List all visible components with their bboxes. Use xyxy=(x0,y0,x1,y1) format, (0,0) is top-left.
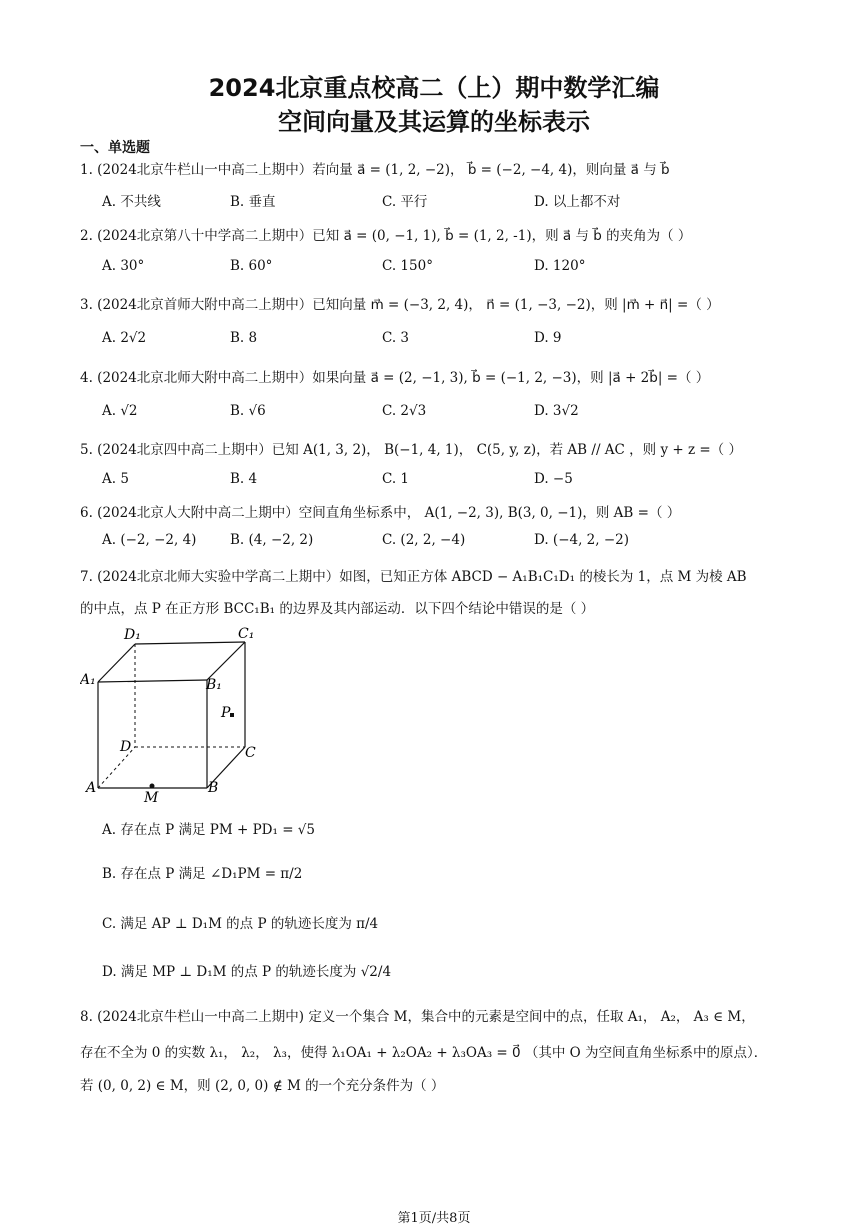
label-b: B xyxy=(208,780,219,796)
question-5-stem: 5. (2024北京四中高二上期中）已知 A(1, 3, 2)， B(−1, 4, 1)， C(5, y, z)，若 AB // AC ，则 y + z =（ ） xyxy=(80,442,742,458)
option-b: B. 60° xyxy=(230,258,273,274)
option-c: C. 2√3 xyxy=(382,403,427,419)
question-8-stem-line1: 8. (2024北京牛栏山一中高二上期中) 定义一个集合 M，集合中的元素是空间中的点，任取 A₁， A₂， A₃ ∈ M， xyxy=(80,1009,755,1025)
label-b1: B₁ xyxy=(206,677,222,693)
question-6-stem: 6. (2024北京人大附中高二上期中）空间直角坐标系中， A(1, −2, 3), B(3, 0, −1)，则 AB =（ ） xyxy=(80,505,681,521)
question-7-option-b: B. 存在点 P 满足 ∠D₁PM = π/2 xyxy=(102,866,303,882)
option-a: A. 不共线 xyxy=(102,194,161,210)
question-3-stem: 3. (2024北京首师大附中高二上期中）已知向量 m⃗ = (−3, 2, 4)， n⃗ = (1, −3, −2)，则 |m⃗ + n⃗| =（ ） xyxy=(80,297,720,313)
option-a: A. 5 xyxy=(102,471,129,487)
question-8-stem-line2: 存在不全为 0 的实数 λ₁， λ₂， λ₃，使得 λ₁OA₁ + λ₂OA₂ + λ₃OA₃ = 0⃗ （其中 O 为空间直角坐标系中的原点）． xyxy=(80,1045,768,1061)
option-c: C. (2, 2, −4) xyxy=(382,532,466,548)
document-subtitle: 空间向量及其运算的坐标表示 xyxy=(278,108,590,136)
option-b: B. 4 xyxy=(230,471,258,487)
section-heading: 一、单选题 xyxy=(80,140,150,156)
option-a: A. (−2, −2, 4) xyxy=(102,532,197,548)
label-d: D xyxy=(120,739,132,755)
edge-d1c1 xyxy=(135,642,245,644)
option-b: B. (4, −2, 2) xyxy=(230,532,314,548)
question-7-stem-line1: 7. (2024北京北师大实验中学高二上期中）如图，已知正方体 ABCD − A₁B₁C₁D₁ 的棱长为 1，点 M 为棱 AB xyxy=(80,569,747,585)
option-c: C. 1 xyxy=(382,471,410,487)
option-d: D. 120° xyxy=(534,258,586,274)
option-a: A. √2 xyxy=(102,403,138,419)
option-d: D. −5 xyxy=(534,471,573,487)
option-c: C. 3 xyxy=(382,330,410,346)
label-c1: C₁ xyxy=(238,626,255,642)
label-m: M xyxy=(144,790,159,806)
question-7-option-c: C. 满足 AP ⊥ D₁M 的点 P 的轨迹长度为 π/4 xyxy=(102,916,379,932)
label-d1: D₁ xyxy=(124,627,141,643)
question-8-stem-line3: 若 (0, 0, 2) ∈ M，则 (2, 0, 0) ∉ M 的一个充分条件为（ ） xyxy=(80,1078,445,1094)
option-c: C. 150° xyxy=(382,258,433,274)
point-m xyxy=(150,784,155,789)
option-d: D. 9 xyxy=(534,330,562,346)
page-footer: 第1页/共8页 xyxy=(397,1211,471,1226)
question-4-stem: 4. (2024北京北师大附中高二上期中）如果向量 a⃗ = (2, −1, 3), b⃗ = (−1, 2, −3)，则 |a⃗ + 2b⃗| =（ ） xyxy=(80,370,710,386)
label-c: C xyxy=(245,745,256,761)
question-1-stem: 1. (2024北京牛栏山一中高二上期中）若向量 a⃗ = (1, 2, −2)， b⃗ = (−2, −4, 4)，则向量 a⃗ 与 b⃗ xyxy=(80,162,670,178)
option-b: B. 8 xyxy=(230,330,258,346)
option-d: D. 以上都不对 xyxy=(534,194,621,210)
label-a1: A₁ xyxy=(80,672,96,688)
document-title: 2024北京重点校高二（上）期中数学汇编 xyxy=(208,74,660,102)
question-7-option-a: A. 存在点 P 满足 PM + PD₁ = √5 xyxy=(102,822,315,838)
option-a: A. 30° xyxy=(102,258,145,274)
label-p: P xyxy=(221,705,231,721)
edge-a1b1 xyxy=(98,680,207,682)
option-c: C. 平行 xyxy=(382,194,428,210)
option-b: B. √6 xyxy=(230,403,266,419)
label-a: A xyxy=(86,780,97,796)
edge-a1d1 xyxy=(98,644,135,682)
option-d: D. (−4, 2, −2) xyxy=(534,532,630,548)
point-p xyxy=(230,713,234,717)
cube-figure xyxy=(80,622,270,808)
option-d: D. 3√2 xyxy=(534,403,579,419)
option-a: A. 2√2 xyxy=(102,330,147,346)
question-7-stem-line2: 的中点，点 P 在正方形 BCC₁B₁ 的边界及其内部运动．以下四个结论中错误的是（ ） xyxy=(80,601,595,617)
question-7-option-d: D. 满足 MP ⊥ D₁M 的点 P 的轨迹长度为 √2/4 xyxy=(102,964,392,980)
edge-b1c1 xyxy=(207,642,245,680)
question-2-stem: 2. (2024北京第八十中学高二上期中）已知 a⃗ = (0, −1, 1), b⃗ = (1, 2, -1)，则 a⃗ 与 b⃗ 的夹角为（ ） xyxy=(80,228,692,244)
option-b: B. 垂直 xyxy=(230,194,276,210)
